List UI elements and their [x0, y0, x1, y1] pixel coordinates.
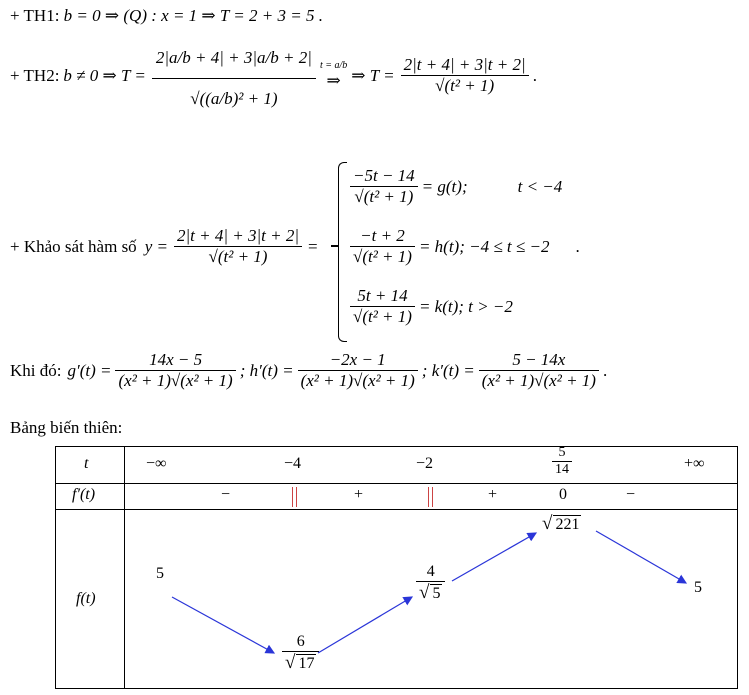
survey-denominator: √(t² + 1) — [208, 247, 268, 266]
case-2-rhs-denominator: √(t² + 1) — [435, 76, 495, 95]
piece-h-name: = h(t); −4 ≤ t ≤ −2 — [418, 236, 550, 256]
f-value-max: √ 221 — [542, 513, 580, 534]
k-prime-fraction — [479, 350, 599, 391]
case-1-prefix: + TH1: — [10, 6, 64, 25]
t-critical-numerator: 5 — [552, 445, 572, 462]
arrow-decreasing-1 — [172, 597, 274, 653]
k-prime-denominator: (x² + 1)√(x² + 1) — [481, 371, 596, 390]
h-prime-denominator: (x² + 1)√(x² + 1) — [300, 371, 415, 390]
f-mid-numerator: 4 — [416, 563, 445, 582]
piece-g-denominator: √(t² + 1) — [354, 187, 414, 206]
g-prime-denominator: (x² + 1)√(x² + 1) — [118, 371, 233, 390]
piecewise-brace — [338, 162, 347, 342]
t-pos-infinity: +∞ — [684, 455, 705, 472]
derivatives-end: . — [602, 360, 608, 380]
piece-k-name: = k(t); t > −2 — [418, 296, 513, 316]
sign-3: + — [488, 486, 498, 503]
row-label-t: t — [84, 455, 89, 472]
implies-arrow: ⇒ — [326, 71, 341, 90]
piece-k-denominator: √(t² + 1) — [353, 307, 412, 326]
survey-end: . — [575, 236, 580, 256]
table-title: Bảng biến thiên: — [10, 418, 123, 437]
survey-function: y = — [144, 236, 168, 256]
f-max-radicand: 221 — [555, 516, 580, 533]
arrow-increasing-1 — [318, 597, 412, 653]
case-2-condition: b ≠ 0 ⇒ T = — [63, 65, 146, 85]
h-prime-fraction — [298, 350, 418, 391]
survey-fraction — [174, 226, 302, 267]
g-prime-numerator: 14x − 5 — [115, 350, 235, 371]
f-mid-denominator: √ 5 — [419, 582, 441, 603]
case-2-substitution — [320, 60, 347, 91]
k-prime-numerator: 5 − 14x — [479, 350, 599, 371]
f-min-numerator: 6 — [282, 633, 319, 652]
case-2-rhs-fraction — [401, 55, 529, 96]
case-2-fraction — [152, 42, 316, 109]
t-minus-2: −2 — [416, 455, 434, 472]
survey-prefix: + Khảo sát hàm số — [10, 236, 137, 256]
f-value-end: 5 — [694, 579, 702, 596]
piece-g — [350, 166, 562, 207]
derivatives-prefix: Khi đó: — [10, 360, 62, 380]
sign-1: − — [221, 486, 231, 503]
h-prime-lhs: ; h′(t) = — [239, 360, 294, 380]
piece-g-condition: t < −4 — [517, 176, 563, 196]
substitution-label: t = a/b — [319, 60, 348, 71]
sign-zero: 0 — [559, 486, 567, 503]
case-2-denominator: √((a/b)² + 1) — [190, 89, 278, 108]
variation-table — [55, 446, 738, 689]
arrow-decreasing-2 — [596, 531, 686, 583]
piece-k — [350, 286, 513, 327]
g-prime-lhs: g′(t) = — [67, 360, 112, 380]
case-2-numerator: 2|a/b + 4| + 3|a/b + 2| — [152, 42, 316, 79]
row-label-f: f(t) — [76, 590, 96, 607]
piece-h-denominator: √(t² + 1) — [353, 247, 412, 266]
piece-g-fraction — [350, 166, 418, 207]
k-prime-lhs: ; k′(t) = — [421, 360, 475, 380]
piece-h — [350, 226, 580, 267]
survey-numerator: 2|t + 4| + 3|t + 2| — [174, 226, 302, 247]
piece-h-fraction — [350, 226, 415, 267]
sign-2: + — [354, 486, 364, 503]
case-2-line — [10, 42, 537, 109]
h-prime-numerator: −2x − 1 — [298, 350, 418, 371]
row-label-fprime: f′(t) — [72, 486, 96, 503]
f-value-start: 5 — [156, 565, 164, 582]
f-mid-radicand: 5 — [432, 585, 441, 602]
f-min-radicand: 17 — [298, 655, 315, 672]
t-neg-infinity: −∞ — [146, 455, 167, 472]
derivatives-line — [10, 350, 607, 391]
t-minus-4: −4 — [284, 455, 302, 472]
g-prime-fraction — [115, 350, 235, 391]
survey-line — [10, 226, 318, 267]
case-2-end: . — [532, 65, 537, 85]
t-critical-denominator: 14 — [555, 462, 569, 477]
case-2-rhs-numerator: 2|t + 4| + 3|t + 2| — [401, 55, 529, 76]
arrow-increasing-2 — [452, 533, 536, 581]
case-2-prefix: + TH2: — [10, 65, 60, 85]
piece-g-name: = g(t); — [421, 176, 468, 196]
piece-h-numerator: −t + 2 — [350, 226, 415, 247]
piece-g-numerator: −5t − 14 — [350, 166, 418, 187]
equals-sign: = — [308, 236, 318, 256]
case-1-text: b = 0 ⇒ (Q) : x = 1 ⇒ T = 2 + 3 = 5 . — [63, 6, 323, 25]
f-min-denominator: √ 17 — [285, 652, 315, 673]
case-2-rhs-lhs: ⇒ T = — [351, 65, 395, 85]
piece-k-numerator: 5t + 14 — [350, 286, 415, 307]
piece-k-fraction — [350, 286, 415, 327]
variation-arrows — [56, 447, 739, 690]
sign-5: − — [626, 486, 636, 503]
case-1-line — [10, 6, 323, 26]
